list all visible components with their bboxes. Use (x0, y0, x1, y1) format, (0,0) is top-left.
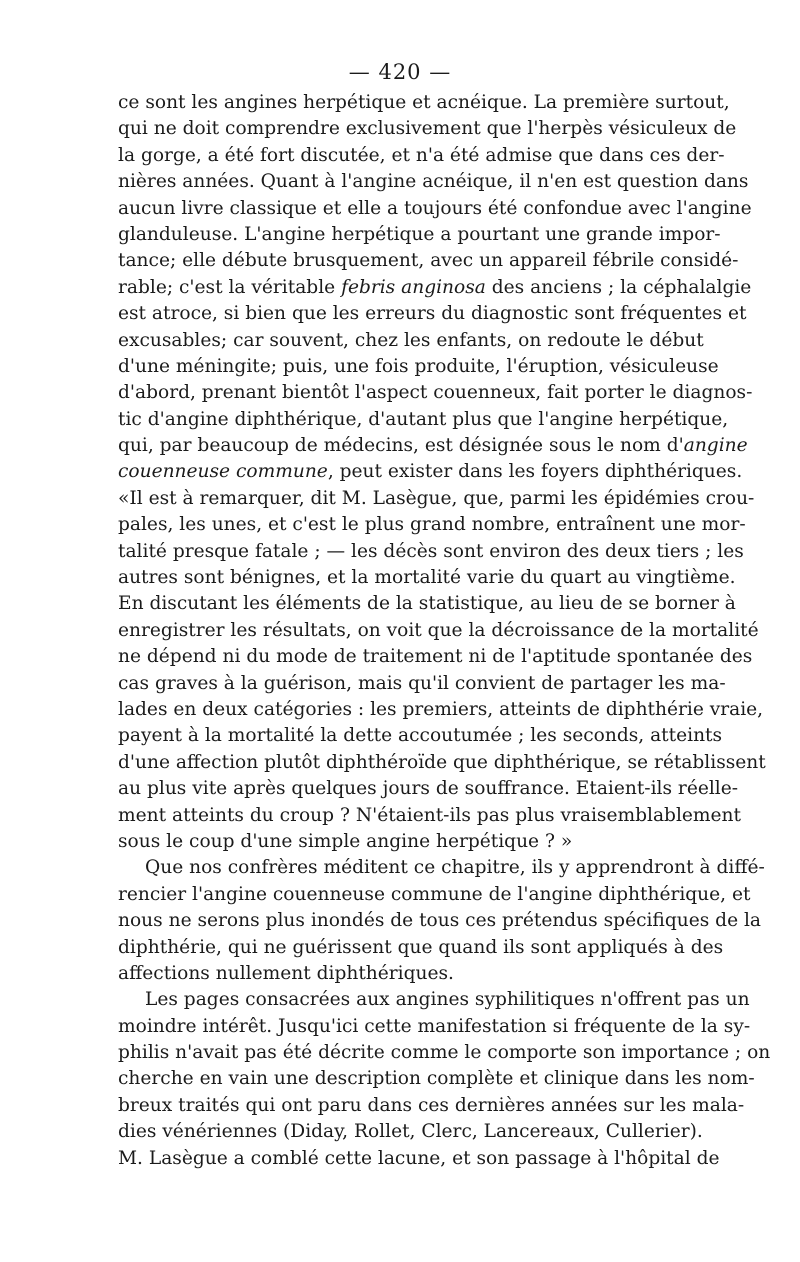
text-line: glanduleuse. L'angine herpétique a pourtant une grande impor- (118, 223, 721, 245)
text-line: pales, les unes, et c'est le plus grand nombre, entraînent une mor- (118, 514, 746, 536)
text-line: d'une méningite; puis, une fois produite, l'éruption, vésiculeuse (118, 355, 719, 377)
text-line: payent à la mortalité la dette accoutumée ; les seconds, atteints (118, 725, 723, 747)
text-line: philis n'avait pas été décrite comme le comporte son importance ; on (118, 1042, 771, 1064)
text-line: couenneuse commune, peut exister dans les foyers diphthériques. (118, 461, 743, 483)
text-line: tic d'angine diphthérique, d'autant plus que l'angine herpétique, (118, 408, 729, 430)
body-text (118, 90, 771, 1172)
text-line: ne dépend ni du mode de traitement ni de l'aptitude spontanée des (118, 646, 753, 668)
text-line: moindre intérêt. Jusqu'ici cette manifestation si fréquente de la sy- (118, 1015, 751, 1037)
text-line: dies vénériennes (Diday, Rollet, Clerc, Lancereaux, Cullerier). (118, 1121, 703, 1143)
text-line: d'abord, prenant bientôt l'aspect couenneux, fait porter le diagnos- (118, 382, 753, 404)
text-line: Que nos confrères méditent ce chapitre, ils y apprendront à diffé- (145, 857, 765, 879)
text-line: breux traités qui ont paru dans ces dernières années sur les mala- (118, 1094, 745, 1116)
text-line: En discutant les éléments de la statistique, au lieu de se borner à (118, 593, 736, 615)
text-line: nous ne serons plus inondés de tous ces prétendus spécifiques de la (118, 910, 762, 932)
text-line: rencier l'angine couenneuse commune de l'angine diphthérique, et (118, 883, 751, 905)
text-line: autres sont bénignes, et la mortalité varie du quart au vingtième. (118, 567, 736, 589)
text-line: cas graves à la guérison, mais qu'il convient de partager les ma- (118, 672, 726, 694)
text-line: diphthérie, qui ne guérissent que quand ils sont appliqués à des (118, 936, 724, 958)
text-line: qui, par beaucoup de médecins, est désignée sous le nom d'angine (118, 435, 748, 457)
text-line: lades en deux catégories : les premiers, atteints de diphthérie vraie, (118, 698, 764, 720)
text-line: aucun livre classique et elle a toujours été confondue avec l'angine (118, 197, 752, 219)
text-line: tance; elle débute brusquement, avec un appareil fébrile considé- (118, 250, 739, 272)
text-line: est atroce, si bien que les erreurs du diagnostic sont fréquentes et (118, 303, 747, 325)
text-line: d'une affection plutôt diphthéroïde que diphthérique, se rétablissent (118, 751, 766, 773)
text-line: excusables; car souvent, chez les enfants, on redoute le début (118, 329, 704, 351)
text-line: talité presque fatale ; — les décès sont environ des deux tiers ; les (118, 540, 744, 562)
text-line: ment atteints du croup ? N'étaient-ils pas plus vraisemblablement (118, 804, 741, 826)
text-line: la gorge, a été fort discutée, et n'a été admise que dans ces der- (118, 144, 725, 166)
text-line: nières années. Quant à l'angine acnéique, il n'en est question dans (118, 171, 749, 193)
text-line: ce sont les angines herpétique et acnéique. La première surtout, (118, 92, 730, 113)
text-line: Les pages consacrées aux angines syphilitiques n'offrent pas un (145, 989, 750, 1011)
text-line: sous le coup d'une simple angine herpétique ? » (118, 830, 573, 852)
text-line: affections nullement diphthériques. (118, 962, 454, 984)
text-line: cherche en vain une description complète et clinique dans les nom- (118, 1068, 755, 1090)
text-line: rable; c'est la véritable febris anginosa des anciens ; la céphalalgie (118, 276, 752, 298)
text-line: M. Lasègue a comblé cette lacune, et son passage à l'hôpital de (118, 1147, 720, 1169)
text-line: enregistrer les résultats, on voit que la décroissance de la mortalité (118, 619, 759, 641)
text-line: au plus vite après quelques jours de souffrance. Etaient-ils réelle- (118, 778, 739, 800)
page-number: — 420 — (348, 60, 452, 84)
text-line: «Il est à remarquer, dit M. Lasègue, que, parmi les épidémies crou- (118, 487, 755, 509)
text-line: qui ne doit comprendre exclusivement que l'herpès vésiculeux de (118, 118, 737, 140)
